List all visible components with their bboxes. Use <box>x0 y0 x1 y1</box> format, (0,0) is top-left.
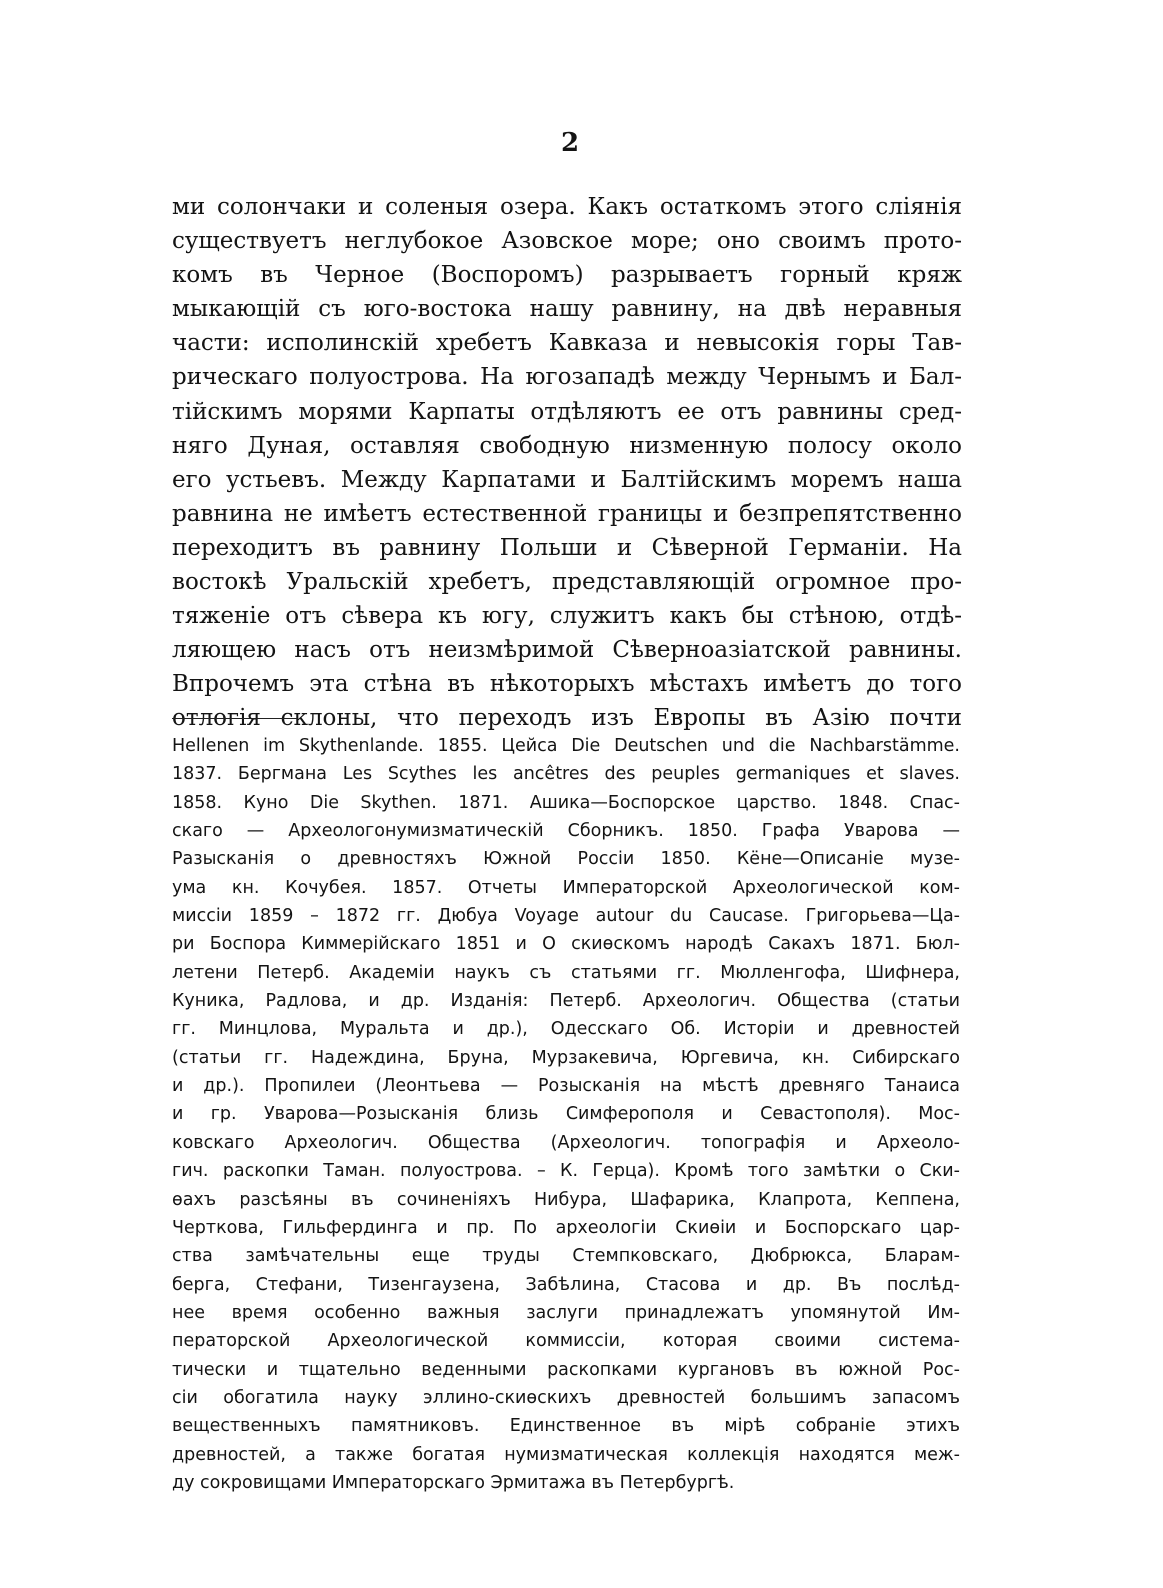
footnote-line: гг. Минцлова, Муральта и др.), Одесскаго Об. Исторіи и древностей <box>172 1019 960 1040</box>
footnote-line: ри Боспора Киммерійскаго 1851 и О скиѳскомъ народѣ Сакахъ 1871. Бюл- <box>172 934 960 955</box>
footnote-line: сіи обогатила науку эллино-скиѳскихъ древностей большимъ запасомъ <box>172 1387 960 1408</box>
footnote-line: и гр. Уварова—Розысканія близь Симферополя и Севастополя). Мос- <box>172 1104 960 1125</box>
footnote-line: скаго — Археологонумизматическій Сборникъ. 1850. Графа Уварова — <box>172 821 960 842</box>
footnote-line: Черткова, Гильфердинга и пр. По археологіи Скиѳіи и Боспорскаго цар- <box>172 1217 960 1238</box>
footnote-line: Hellenen im Skythenlande. 1855. Цейса Die Deutschen und die Nachbarstämme. <box>172 736 960 756</box>
footnote-line: летени Петерб. Академіи наукъ съ статьями гг. Мюлленгофа, Шифнера, <box>172 962 960 983</box>
footnote-line: ператорской Археологической коммиссіи, которая своими система- <box>172 1331 960 1352</box>
footnote-line: миссіи 1859 – 1872 гг. Дюбуа Voyage autour du Caucase. Григорьева—Ца- <box>172 906 960 927</box>
text-line: востокѣ Уральскій хребетъ, представляющій огромное про- <box>172 569 962 596</box>
text-line: ляющею насъ отъ неизмѣримой Сѣверноазіатской равнины. <box>172 637 962 664</box>
text-line: отлогія склоны, что переходъ изъ Европы въ Азію почти <box>172 705 962 732</box>
footnote-line: Разысканія о древностяхъ Южной Россіи 1850. Кёне—Описаніе музе- <box>172 849 960 870</box>
text-line: ми солончаки и соленыя озера. Какъ остаткомъ этого сліянія <box>172 194 962 220</box>
footnote-line: ковскаго Археологич. Общества (Археологич. топографія и Археоло- <box>172 1132 960 1153</box>
text-line: переходитъ въ равнину Польши и Сѣверной Германіи. На <box>172 534 962 561</box>
footnote-line: Куника, Радлова, и др. Изданія: Петерб. Археологич. Общества (статьи <box>172 991 960 1012</box>
footnote-line: гич. раскопки Таман. полуострова. – К. Герца). Кромѣ того замѣтки о Ски- <box>172 1161 960 1182</box>
footnote-line: 1837. Бергмана Les Scythes les ancêtres des peuples germaniques et slaves. <box>172 764 960 785</box>
text-line: тійскимъ морями Карпаты отдѣляютъ ее отъ равнины сред- <box>172 398 962 425</box>
footnote-line: (статьи гг. Надеждина, Бруна, Мурзакевича, Юргевича, кн. Сибирскаго <box>172 1047 960 1068</box>
main-text <box>172 190 962 736</box>
footnote-line: и др.). Пропилеи (Леонтьева — Розысканія на мѣстѣ древняго Танаиса <box>172 1076 960 1097</box>
footnote-line: вещественныхъ памятниковъ. Единственное въ мірѣ собраніе этихъ <box>172 1416 960 1437</box>
text-line: существуетъ неглубокое Азовское море; оно своимъ прото- <box>172 228 962 255</box>
text-line: Впрочемъ эта стѣна въ нѣкоторыхъ мѣстахъ имѣетъ до того <box>172 671 962 698</box>
footnote-divider <box>172 718 298 719</box>
footnote-line: 1858. Куно Die Skythen. 1871. Ашика—Боспорское царство. 1848. Спас- <box>172 792 960 813</box>
text-line: равнина не имѣетъ естественной границы и безпрепятственно <box>172 500 962 527</box>
footnote-line: древностей, а также богатая нумизматическая коллекція находятся меж- <box>172 1444 960 1465</box>
page-number: 2 <box>560 128 580 158</box>
text-line: части: исполинскій хребетъ Кавказа и невысокія горы Тав- <box>172 330 962 357</box>
text-line: тяженіе отъ сѣвера къ югу, служитъ какъ бы стѣною, отдѣ- <box>172 603 962 630</box>
text-line: его устьевъ. Между Карпатами и Балтійскимъ моремъ наша <box>172 466 962 493</box>
footnote-line: ства замѣчательны еще труды Стемпковскаго, Дюбрюкса, Бларам- <box>172 1246 960 1267</box>
footnote-line: тически и тщательно веденными раскопками кургановъ въ южной Рос- <box>172 1359 960 1380</box>
footnote-line: ума кн. Кочубея. 1857. Отчеты Императорской Археологической ком- <box>172 877 960 898</box>
footnote-line: ѳахъ разсѣяны въ сочиненіяхъ Нибура, Шафарика, Клапрота, Кеппена, <box>172 1189 960 1210</box>
text-line: мыкающій съ юго-востока нашу равнину, на двѣ неравныя <box>172 296 962 323</box>
footnote-line: нее время особенно важныя заслуги принадлежатъ упомянутой Им- <box>172 1302 960 1323</box>
text-line: няго Дуная, оставляя свободную низменную полосу около <box>172 432 962 459</box>
footnote-block <box>172 732 960 1497</box>
text-line: комъ въ Черное (Воспоромъ) разрываетъ горный кряж <box>172 262 962 289</box>
footnote-line: ду сокровищами Императорскаго Эрмитажа въ Петербургѣ. <box>172 1472 735 1493</box>
footnote-line: берга, Стефани, Тизенгаузена, Забѣлина, Стасова и др. Въ послѣд- <box>172 1274 960 1295</box>
text-line: рическаго полуострова. На югозападѣ между Чернымъ и Бал- <box>172 364 962 391</box>
